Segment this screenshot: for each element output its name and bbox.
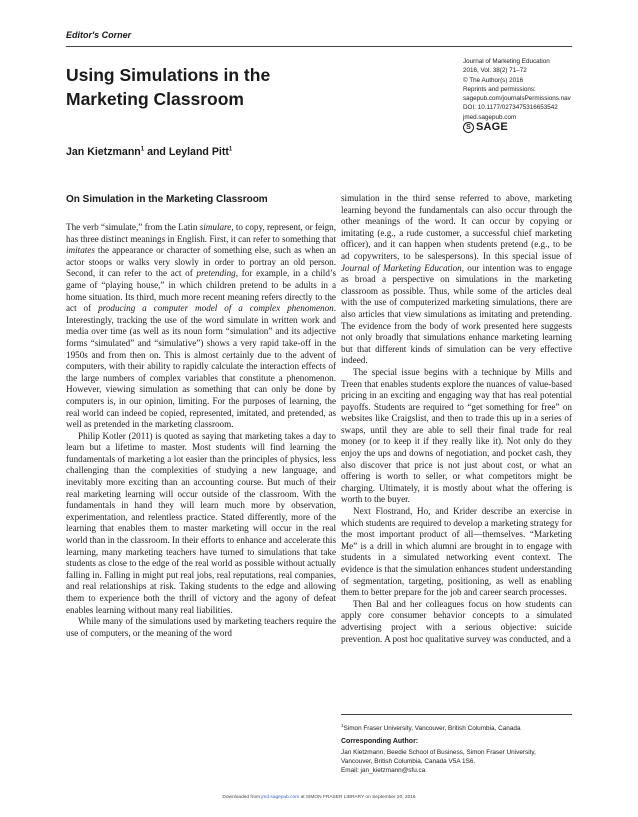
author-conjunction: and xyxy=(147,146,166,158)
affiliation-marker: 1 xyxy=(140,146,145,153)
reprints-label: Reprints and permissions: xyxy=(463,85,536,93)
body-paragraph: Next Flostrand, Ho, and Krider describe an exercise in which students are required to develop a marketing strategy for the most important product of all—themselves. “Marketing Me” is a drill in which alumni are brought in to engage with students in a simulated networking event context. The evidence is that the simulation enhances student understanding of segmentation, targeting, positioning, as well as enabling them to better prepare for the job and career search processes. xyxy=(341,506,572,598)
corresponding-author xyxy=(341,748,572,776)
affiliation-marker: 1 xyxy=(341,723,344,728)
left-column xyxy=(66,222,336,639)
journal-url[interactable]: jmed.sagepub.com xyxy=(463,113,517,121)
right-column xyxy=(341,193,572,645)
article-title: Using Simulations in the Marketing Classroom xyxy=(66,65,271,109)
body-paragraph: simulation in the third sense referred to above, marketing learning beyond the fundamentals can also occur through the other meanings of the word. It can occur by copying or imitating (e.g., a rude customer, a successful chief marketing officer), and it can happen when students pretend (e.g., to be ad copywriters, to be salespersons). In this special issue of Journal of Marketing Education, our intention was to engage as broad a perspective on simulations in the marketing classroom as possible. Thus, while some of the articles deal with the use of computerized marketing simulations, there are also articles that view simulations as imitating and pretending. The evidence from the body of work presented here suggests not only broadly that simulations enhance marketing learning but that different kinds of simulation can be very effective indeed. xyxy=(341,193,572,366)
author-name: Leyland Pitt xyxy=(168,146,229,158)
download-link[interactable]: jmd.sagepub.com xyxy=(261,795,300,800)
corresponding-author-heading: Corresponding Author: xyxy=(341,738,419,745)
download-notice: Downloaded from jmd.sagepub.com at SIMON FRASER LIBRARY on September 20, 2016 xyxy=(222,795,416,800)
sage-wordmark: SAGE xyxy=(476,121,508,133)
journal-volume: 2016, Vol. 38(2) 71–72 xyxy=(463,67,527,75)
body-paragraph: The special issue begins with a technique by Mills and Treen that enables students explore the nuances of value-based pricing in an exciting and engaging way that has real potential payoffs. Students are required to “get something for free” on websites like Craigslist, and then to trade this up in a series of swaps, until they are able to sell their final trade for real money (or to keep it if they really like it). Not only do they enjoy the ups and downs of negotiation, and pocket cash, they also discover that price is not just about cost, or what an offering is worth to seller, or what competitors might be charging. Ultimately, it is mostly about what the offering is worth to the buyer. xyxy=(341,366,572,505)
section-label: Editor's Corner xyxy=(66,30,132,40)
corresponding-address: Jan Kietzmann, Beedie School of Business, Simon Fraser University, xyxy=(341,749,536,756)
body-paragraph: Then Bal and her colleagues focus on how students can apply core consumer behavior concepts to a simulated advertising project with a serious objective: suicide prevention. A post hoc qualitative survey was conducted, and a xyxy=(341,598,572,644)
author-list xyxy=(66,146,232,158)
journal-name-emphasis: Journal of Marketing Education xyxy=(341,262,462,273)
affiliation-footnote: $^1$Simon Fraser University, Vancouver, British Columbia, Canada xyxy=(341,723,521,733)
section-heading: On Simulation in the Marketing Classroom xyxy=(66,194,268,205)
corresponding-address: Vancouver, British Columbia, Canada V5A 1S6. xyxy=(341,758,476,766)
footnote-rule xyxy=(341,714,572,715)
header-rule xyxy=(66,46,572,47)
emphasis: pretending xyxy=(196,268,236,279)
journal-info xyxy=(463,57,603,122)
journal-name: Journal of Marketing Education xyxy=(463,58,550,65)
emphasis: imitates xyxy=(66,245,95,256)
emphasis: producing a computer model of a complex phenomenon xyxy=(98,303,334,314)
doi[interactable]: DOI: 10.1177/0273475316653542 xyxy=(463,104,558,112)
emphasis: simulare xyxy=(199,222,232,232)
body-paragraph: The verb “simulate,” from the Latin simulare, to copy, represent, or feign, has three distinct meanings in English. First, it can refer to something that imitates the appearance or character of something else, such as when an actor stoops or walks very slowly in order to portray an old person. Second, it can refer to the act of pretending, for example, in a child’s game of “playing house,” in which children pretend to be adults in a home situation. Its third, much more recent meaning refers directly to the act of producing a computer model of a complex phenomenon. Interestingly, tracking the use of the word simulate in written work and media over time (as well as its noun form “simulation” and its adjective forms “simulated” and “simulative”) shows a very rapid take-off in the 1950s and from then on. This is almost certainly due to the advent of computers, with their ability to rapidly calculate the interaction effects of the large numbers of complex variables that constitute a phenomenon. However, viewing simulation as something that can only be done by computers is, in our opinion, limiting. For the purposes of learning, the real world can indeed be copied, represented, imitated, and pretended, as well as pretended in the marketing classroom. xyxy=(66,222,337,430)
copyright: © The Author(s) 2016 xyxy=(463,76,524,84)
corresponding-email[interactable]: Email: jan_kietzmann@sfu.ca xyxy=(341,767,426,775)
author-name: Jan Kietzmann xyxy=(66,146,141,158)
affiliation-marker: 1 xyxy=(228,146,233,153)
body-paragraph: While many of the simulations used by marketing teachers require the use of computers, or the meaning of the word xyxy=(66,616,336,638)
permissions-link[interactable]: sagepub.com/journalsPermissions.nav xyxy=(463,95,571,103)
body-paragraph: Philip Kotler (2011) is quoted as saying that marketing takes a day to learn but a lifetime to master. Most students will find learning the fundamentals of marketing a lot easier than the principles of physics, less challenging than the complexities of studying a new language, and inevitably more exciting than an accounting course. But much of their real marketing learning will occur outside of the classroom. With the fundamentals in hand they will learn much more by observation, experimentation, and relentless practice. Stated differently, more of the learning that enables them to master marketing will occur in the real world than in the classroom. In their efforts to enhance and accelerate this learning, many marketing teachers have turned to simulations that take students as close to the edge of the real world as possible without actually falling in. Falling in might put real jobs, real reputations, real companies, and real relationships at risk. Taking students to the edge and allowing them to experience both the thrill of victory and the agony of defeat enables learning without many real liabilities. xyxy=(66,430,336,615)
sage-circle-icon: S xyxy=(463,122,474,133)
sage-logo xyxy=(463,121,508,133)
